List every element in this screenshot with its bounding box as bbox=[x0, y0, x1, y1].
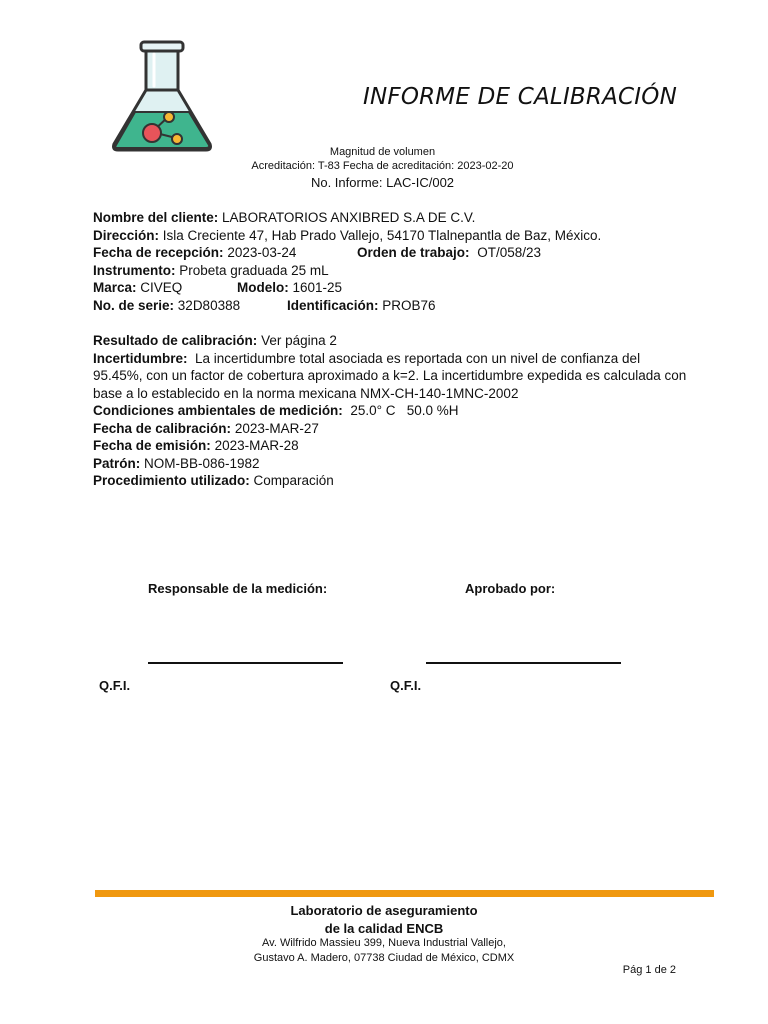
work-order-label: Orden de trabajo: bbox=[357, 245, 470, 260]
serial-value: 32D80388 bbox=[177, 297, 241, 313]
uncertainty-label: Incertidumbre: bbox=[93, 350, 188, 366]
procedure-row bbox=[93, 472, 693, 490]
lab-name bbox=[184, 902, 584, 938]
qfi-right: Q.F.I. bbox=[390, 678, 422, 693]
conditions-row bbox=[93, 402, 693, 420]
address-label: Dirección: bbox=[93, 227, 160, 243]
address-value: Isla Creciente 47, Hab Prado Vallejo, 54170 Tlalnepantla de Baz, México. bbox=[162, 227, 602, 243]
instrument-label: Instrumento: bbox=[93, 262, 176, 278]
serial-label: No. de serie: bbox=[93, 297, 175, 313]
standard-label: Patrón: bbox=[93, 455, 141, 471]
client-name-row bbox=[93, 209, 693, 227]
signature-line-left bbox=[148, 662, 343, 664]
calibration-date-label: Fecha de calibración: bbox=[93, 420, 232, 436]
instrument-value: Probeta graduada 25 mL bbox=[179, 262, 329, 278]
lab-name-line2: de la calidad ENCB bbox=[324, 921, 444, 936]
responsible-label: Responsable de la medición: bbox=[148, 581, 328, 596]
uncertainty-value: La incertidumbre total asociada es reportada con un nivel de confianza del 95.45%, con un factor de cobertura aproximado a k=2. La incertidumbre expedida es calculada con base a lo establecido en la norma mexicana NMX-CH-140-1MNC-2002 bbox=[93, 350, 687, 401]
lab-address-line1: Av. Wilfrido Massieu 399, Nueva Industrial Vallejo, bbox=[262, 937, 506, 949]
brand-row bbox=[93, 279, 693, 297]
result-label: Resultado de calibración: bbox=[93, 333, 258, 348]
footer-divider bbox=[95, 890, 714, 897]
reception-date-value: 2023-03-24 bbox=[227, 245, 297, 260]
standard-value: NOM-BB-086-1982 bbox=[144, 455, 260, 471]
approved-by-label: Aprobado por: bbox=[465, 581, 556, 596]
standard-row bbox=[93, 455, 693, 473]
lab-address-line2: Gustavo A. Madero, 07738 Ciudad de México, CDMX bbox=[253, 952, 515, 964]
issue-date-label: Fecha de emisión: bbox=[93, 438, 211, 453]
report-fields bbox=[93, 209, 693, 490]
result-value: Ver página 2 bbox=[261, 333, 337, 348]
calibration-date-value: 2023-MAR-27 bbox=[234, 420, 319, 436]
instrument-row bbox=[93, 262, 693, 280]
procedure-value: Comparación bbox=[253, 473, 334, 488]
conditions-label: Condiciones ambientales de medición: bbox=[93, 403, 343, 418]
brand-value: CIVEQ bbox=[140, 280, 183, 295]
work-order-value: OT/058/23 bbox=[477, 245, 542, 260]
page-number: Pág 1 de 2 bbox=[622, 964, 676, 976]
issue-date-row bbox=[93, 437, 693, 455]
identification-value: PROB76 bbox=[382, 297, 436, 313]
accreditation-text: Acreditación: T-83 Fecha de acreditación: 2023-02-20 bbox=[251, 160, 514, 172]
identification-label: Identificación: bbox=[287, 297, 379, 313]
calibration-date-row bbox=[93, 420, 693, 438]
serial-row bbox=[93, 297, 693, 315]
lab-name-line1: Laboratorio de aseguramiento bbox=[290, 903, 478, 918]
flask-logo-icon bbox=[108, 40, 216, 156]
client-name-value: LABORATORIOS ANXIBRED S.A DE C.V. bbox=[222, 210, 476, 225]
uncertainty-row bbox=[93, 350, 693, 403]
magnitude-text: Magnitud de volumen bbox=[329, 146, 436, 158]
reception-date-label: Fecha de recepción: bbox=[93, 245, 224, 260]
signature-line-right bbox=[426, 662, 621, 664]
report-number: No. Informe: LAC-IC/002 bbox=[310, 175, 455, 190]
model-label: Modelo: bbox=[237, 280, 289, 295]
result-row bbox=[93, 332, 693, 350]
report-title: INFORME DE CALIBRACIÓN bbox=[363, 84, 677, 110]
brand-label: Marca: bbox=[93, 280, 137, 295]
conditions-value: 25.0° C 50.0 %H bbox=[350, 403, 459, 418]
reception-row bbox=[93, 244, 693, 262]
issue-date-value: 2023-MAR-28 bbox=[214, 438, 299, 453]
address-row bbox=[93, 227, 693, 245]
procedure-label: Procedimiento utilizado: bbox=[93, 473, 250, 488]
qfi-left: Q.F.I. bbox=[99, 678, 131, 693]
client-name-label: Nombre del cliente: bbox=[93, 210, 219, 225]
lab-address bbox=[184, 936, 584, 966]
model-value: 1601-25 bbox=[292, 280, 343, 295]
